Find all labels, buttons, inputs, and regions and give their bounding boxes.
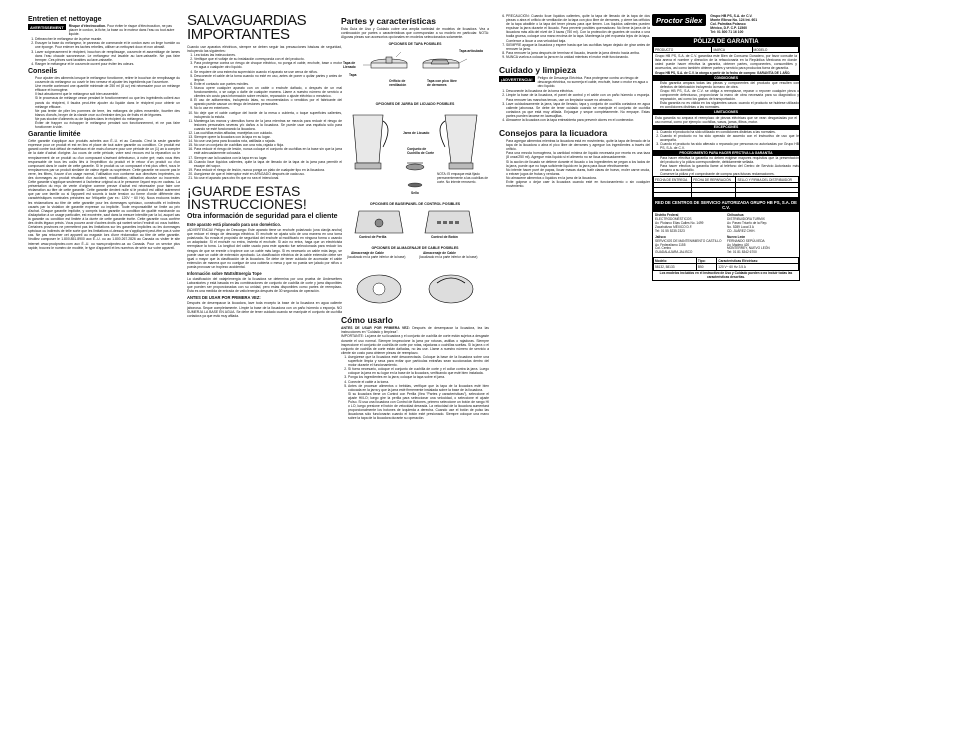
list-item: 17. Siempre use la licuadora con la tapa en su lugar. [194,156,342,160]
blender-tips-title: Consejos para la licuadora [499,128,608,139]
how-to-use-title: Cómo usarlo [341,315,393,326]
service-addresses [653,212,799,257]
list-item: 16. Para reducir el riesgo de lesión, nunca coloque el conjunto de cuchillas en la base sin que la jarra esté adecuadamente colocada. [194,147,342,155]
warning-badge: AVERTISSEMENT [30,24,64,30]
address-name: SERVICIOS DE MANTENIMIENTO CASTILLO [655,238,722,243]
list-item: 1. Cuando el producto ha sido utilizado en condiciones distintas a las normales. [660,130,799,134]
policy-text: Grupo HB PS, S.A. de C.V. garantiza este Bien de Consumo Duradero, por favor consulte la lista anexa el nombre y dirección de la refaccionaria en la República Mexicana en donde usted puede hacer efectiva la garantía, obtener partes, componentes, consumibles y accesorios, así como también obtener partes y servicio para productos fuera de garantía. [655,54,797,71]
jar-note: NOTA: El empaque está fijado permanentemente a las cuchillas de corte. No intente removerlo. [437,172,489,185]
address-line: Av. Plutarco Elías Calles No. 1499 [655,221,704,225]
base-label-buttons: Control de Botón [431,235,458,240]
limitations-text: Esta garantía no ampara el reemplazo de piezas eléctricas que se vean desgastadas por el uso normal, como por ejemplo: cuchillas, vasos, jarras, filtros, motor. [655,115,797,124]
lid-label-spout: Tapa con pico libre de derrames [427,79,457,88]
service-network-banner: RED DE CENTROS DE SERVICIO AUTORIZADA GRUPO HB PS, S.A. DE C.V. [653,198,799,212]
list-item: • Esta garantía ampara todas las piezas y componentes del producto que resulten con defectos de fabricación incluyendo la mano de obra. [660,81,799,89]
column-french-care [28,14,180,250]
address-line: Grupo HB PS, S.A. de C.V. [710,14,753,18]
list-item: 2. Cuando el producto no ha sido operado de acuerdo con el instructivo de uso que le acompaña. [660,134,799,142]
parts-title: Partes y características [341,16,436,26]
column-safeguards [187,14,342,318]
address-line: CD. JUÁREZ CHIH. [727,228,756,233]
list-item: • No almacene alimentos o líquidos en la jarra de la licuadora. [506,176,650,180]
care-title: Entretien et nettoyage [28,16,102,23]
jar-options-figure [341,107,489,199]
list-item: 7. Nunca opere cualquier aparato con un cable o enchufe dañado, o después de un mal funcionamiento, o se caiga o dañe de cualquier manera. Llame a nuestro número de servicio a clientes sin costo para información sobre revisión, reparación o ajuste eléctrico o mecánico. [194,86,342,98]
how-to-use-intro [341,326,489,334]
cord-label-2: Almacenaje de Cable [423,251,456,256]
list-item: • Evite golpear o dejar caer la licuadora cuando esté en funcionamiento o sin cualquier movimiento. [506,180,650,188]
address-city: Jalisco [655,234,666,239]
list-item: • Il faut absolument que le mélangeur soit bien assemblé. [35,92,180,96]
safeguards-list [187,53,342,180]
list-item: 3. Lave cuidadosamente la jarra, tapa de llenado, tapa y conjunto de cuchilla cortadora en agua caliente jabonosa. Se debe de tener cuidado cuando se manipule el conjunto de cuchilla cortadora ya que está muy afilada. Enjuague y seque completamente. No empape. Estas partes pueden lavarse en lavavajillas. [506,102,650,118]
how-to-use-tail: Si su licuadora tiene un Control con Perilla (Vea "Partes y características"), seleccione el ajuste HI/LO; luego gire la perilla para seleccionar una velocidad, o seleccione el ajuste Pulso. Si usa una licuadora con Control de Botones, primero seleccione un botón de rango HI o LO, luego presione el botón de velocidad deseada. La velocidad de la licuadora aumentará proporcionalmente los botones de izquierda a derecha. Cuando use el botón de pulso las licuadoras sólo funcionarán cuando el botón esté presionado. Siempre coloque una mano sobre la tapa de la licuadora durante su operación. [348,391,489,421]
list-item: • Para una mezcla homogénea, la cantidad mínima de líquido necesaria por receta es una taza (8 onza/250 ml). Agregue más líquido si el alimento no se licua adecuadamente. [506,151,650,159]
address-line: México, D.F. C.P. 11560 [710,26,747,30]
list-item: 1. Desconecte la licuadora de la toma eléctrica. [506,89,650,93]
cord-sub-2: (localizado en la parte inferior de la base) [419,255,478,260]
model-value-cell: 120 V~ 60 Hz 3.5 A [717,264,799,270]
address-name: DISTRIBUIDORA TURMIX [727,217,765,222]
list-item: 4. Se requiere de una estrecha supervisión cuando el aparato se use cerca de niños. [194,70,342,74]
list-item: 10. No deje que el cable cuelgue del borde de la mesa o cubierta, o toque superficies calientes, incluyendo la estufa. [194,111,342,119]
list-item: 3. Para protegerse contra un riesgo de choque eléctrico, no ponga el cable, enchufe, base o motor en agua o cualquier otro líquido. [194,61,342,69]
list-item: 6. PRECAUCIÓN: Cuando licue líquidos calientes, quite la tapa de llenado de la tapa de dos piezas o abra el orificio de ventilación de la tapa con pico libre de derrames, y cierre las orificios de la tapa abatible o la tapa del tener piezas para que tienen. Los líquidos calientes pueden expulsar la jarra durante el licuado. Para prevenir posibles quemaduras: No llene la jarra de la licuadora más allá del nivel de 3 tazas (750 ml). Con la protección de guantes de cocina o una toalla gruesa, coloque una mano encima de la tapa. Mantenga la piel expuesta lejos de la tapa. Comience a licuar a una velocidad baja. [506,14,650,43]
warning-body: Pour éviter le risque d'électrocution, ne pas placer le cordon, la fiche, la base ou le moteur dans l'eau ou tout autre liquide. [68,24,175,37]
record-header-cell: SELLO Y FIRMA DEL DISTRIBUIDOR [736,177,799,183]
first-use-text: Después de desempacar la licuadora, lave toda excepto la base de la licuadora en agua caliente jabonosa. Seque completamente. Limpie la base de la licuadora con un paño húmedo o esponja. NO SUMERJA LA BASE EN AGUA. Se debe de tener cuidado cuando se manipule el conjunto de cuchilla cortadora ya que está muy afilada. [187,301,342,318]
list-item: • Conserve la póliza y el comprobante de compra para futuras reclamaciones. [660,172,799,176]
list-item: 2. Limpie la base de la licuadora, el panel de control y el cable con un paño húmedo o esponja. Para remover las manchas tercas, use un limpiador suave no abrasivo. [506,93,650,101]
policy-header [652,14,800,34]
warranty-text: Cette garantie s'applique aux produits achetés aux É.-U. et au Canada. C'est la seule garantie expresse pour ce produit et est en lieu et place de tout autre garantie ou condition. Ce produit est garanti contre tout défaut de matériaux et de main-d'oeuvre pour une période de un (1) an à compter de la date d'achat d'origine. Au cours de cette période, votre seul recours est la réparation ou le remplacement de ce produit ou d'un composant s'avérant défectueux, à notre gré; mais vous êtes responsable de tous les coûts liés à l'expédition du produit et le retour d'un produit ou d'un composant dans le cadre de cette garantie. Si le produit ou un composant n'est plus offert, nous le remplacerons par un produit similaire de valeur égale ou supérieure. Cette garantie ne couvre pas le verre, les filtres, l'usure d'un usage normal, l'utilisation non conforme aux directives imprimées, ou des dommages au produit résultant d'un accident, modification, utilisation abusive ou incorrecte. Cette garantie s'applique seulement à l'acheteur original ou à le personne l'ayant reçu en cadeau. La présentation du reçu de vente d'origine comme preuve d'achat est nécessaire pour faire une réclamation au titre de cette garantie. Cette garantie devient nulle si le produit est utilisé autrement que par une famille ou si l'appareil est soumis à toute tension ou forme d'onde différente des caractéristiques nominales précisées sur l'étiquette (par ex.: 120V ~ 60 Hz). Nous excluons toutes les réclamations au titre de cette garantie pour les dommages spéciaux, consécutifs et indirects causés par la violation de garantie expresse ou implicite. Toute responsabilité se limite au prix d'achat. Chaque garantie implicite, y compris toute garantie ou condition de qualité marchande ou d'adaptation à un usage particulier, est exonérée, sauf dans la mesure interdite par la loi, auquel cas la garantie ou condition est limitée à la durée de cette garantie écrite. Cette garantie vous confère des droits légaux précis. Vous pouvez avoir d'autres droits qui varient selon l'endroit où vous habitez. Certaines provinces ne permettent pas les limitations sur les garanties implicites ou les dommages spéciaux ou indirects de telle sorte que les limitations ci-dessus ne s'appliquent peut-être pas à votre cas. Ne pas retourner cet appareil au magasin lors d'une réclamation au titre de cette garantie. Veuillez composer le 1.800.851.8900 aux É.-U. ou au 1.800.267.2826 au Canada ou visiter le site internet www.prodprotec.com aux É.-U. ou www.prodprotec.ca au Canada. Pour un service plus rapide, trouvez le numéro de modèle, le type d'appareil et les numéros de série sur votre appareil. [28,139,180,250]
model-value-cell: 58132, 58133 [654,264,697,270]
policy-title: PÓLIZA DE GARANTIA [653,38,799,46]
lid-label-fill: Tapa de Llenado [343,61,356,70]
model-note: Los modelos incluidos en el instructivo de Uso y Cuidado pueden o no incluir todas las características descritas. [659,270,793,279]
policy-box [652,37,800,281]
clean-steps [499,89,650,122]
list-item: • Si le processus de mélange cesse pendant le fonctionnement ou que les ingrédients collent aux parois du récipient, il faudra peut-être ajouter du liquide dans le récipient pour obtenir un mélange efficace. [35,96,180,108]
service-record-table [653,176,799,198]
list-item: 21. No use el aparato para otro fin que no sea el intencional. [194,176,342,180]
clean-warning-row [499,76,650,88]
jar-label-jar: Jarra de Licuado [403,131,430,136]
list-item: 18. Cuando licue líquidos calientes, quite la tapa de llenado de la tapa de la jarra para permitir el escape del vapor. [194,160,342,168]
list-item: 9. No lo use en exteriores. [194,106,342,110]
list-item: • Une recette contenant une quantité minimale de 250 ml (8 oz) est nécessaire pour un mélange efficace et homogène. [35,84,180,92]
lid-options-figure [341,47,489,99]
use-steps-continued [499,14,650,59]
record-cell[interactable] [654,193,692,198]
cord-options-figure [341,251,489,313]
list-item: 1. Débrancher le mélangeur de la prise murale. [35,37,180,41]
other-safety-subtitle: Este aparato está planeado para uso doméstico. [187,222,281,228]
care-steps [28,37,180,66]
safeguards-title: SALVAGUARDIAS IMPORTANTES [187,14,307,43]
list-item: 5. Desconecte el cable de la toma cuando no esté en uso, antes de poner o quitar partes y antes de limpiar. [194,74,342,82]
warning-row [28,24,180,36]
other-safety-text: ¡ADVERTENCIA! Peligro de Descarga: Este aparato tiene un enchufe polarizado (una clavija ancha) que reduce el riesgo de descarga eléctrica. El enchufe se ajusta sólo de una manera en una toma polarizada. No evada el propósito de seguridad del enchufe al modificarlo en ninguna forma o usando un adaptador. Si el enchufe no entra, invierta el enchufe. Si aún no entra, haga que un electricista reemplace la toma. La longitud del cable usado para este aparato fue seleccionada para reducir los riesgos de que se enrede o tropiece con un cable más largo. Si es necesario un cable más largo, se puede usar un cable de extensión aprobado. La clasificación eléctrica de la cable extensión debe ser igual o mayor que la clasificación de la licuadora. Se debe de tener cuidado de acomodar el cable extensión de manera que no cuelgue de una cubierta o mesa y que no pueda ser jalado por niños o pueda provocar un tropiezo accidental. [187,228,342,269]
exceptions-list [653,130,799,150]
lid-options-title: OPCIONES DE TAPA POSIBLES [388,42,442,47]
list-item: 8. El uso de aditamentos, incluyendo latas, no recomendados o vendidos por el fabricante del aparato puede causar un riesgo de lesiones personales. [194,98,342,106]
address-line: Av. Paseo Triunfo de la Rep. [727,221,768,225]
how-to-use-important: IMPORTANTE: La jarra de su licuadora y el conjunto de cuchilla de corte están sujetos a desgaste durante el uso normal. Siempre inspeccione la jarra por roturas, astillas o rajaduras. Siempre inspeccione el conjunto de cuchilla de corte por rotas, rajaduras o cuchillas sueltas. Si la jarra o el conjunto de cuchilla de corte están dañadas, no las use. Llame a nuestro número de servicio a cliente sin costo para obtener piezas de reemplazo. [341,334,489,355]
address-line: Tel: 01 800 71 16 100 [710,30,744,34]
how-to-use-subtitle: ANTES DE USAR POR PRIMERA VEZ: [341,326,410,331]
policy-duration: Grupo HB PS, S.A. de C.V. la otorga a partir de la fecha de compra: GARANTÍA DE 1 AÑO. [655,70,791,75]
list-item: 3. Ponga los ingredientes en la jarra; coloque la tapa sobre el jarra. [348,375,489,379]
address-name: FERNANDO SEPÚLVEDA [727,238,765,243]
model-header-cell: Tipo: [696,258,716,264]
address-line: Av. Madero 420 [727,242,750,247]
list-item: 2. Essuyer la base du mélangeur, le panneau de commande et le cordon avec un linge humide ou une éponge. Pour enlever les taches rebelles, utiliser un nettoyant doux et non abrasif. [35,41,180,49]
list-item: • Pour ajouter des aliments lorsque le mélangeur fonctionne, retirer le bouchon de remplissage du couvercle du mélangeur ou ouvrir le bec verseur et ajouter les ingrédients par l'ouverture. [35,76,180,84]
address-line: GUADALAJARA JALISCO [655,250,693,255]
list-item: 12. Las cuchillas están afiladas; manéjelas con cuidado. [194,131,342,135]
list-item: 14. No use una jarra para licuados rota, astillada o rajada. [194,139,342,143]
record-cell[interactable] [692,193,736,198]
address-line: Col. Palmitas Polanco [710,22,746,26]
list-item: 1. Lea todas las instrucciones. [194,53,342,57]
cord-sub-1: (localizado en la parte inferior de la base) [347,255,406,260]
cord-label-1: Almacenaje de Cable [351,251,384,256]
other-safety-title: Otra información de seguridad para el cliente [187,213,338,221]
model-header-cell: Modelo: [654,258,697,264]
record-header-cell: FECHA DE ENTREGA [654,177,692,183]
address-line: MONTERREY, NUEVO LEÓN [727,246,770,251]
list-item: 3. Cuando el producto ha sido alterado o reparado por personas no autorizadas por Grupo HB PS, S.A. de C.V. [660,142,799,150]
column-policy [652,14,800,281]
address-city: Distrito Federal [655,213,679,218]
how-to-use-steps [341,355,489,392]
address-line: Av. Federalismo 1155 [655,242,686,247]
list-item: • No intente hacer puré de papas, licuar masas duras, batir claras de huevo, moler carne cruda, o extraer jugos de frutas y verduras. [506,168,650,176]
conditions-list [653,81,799,110]
parts-intro: Esta Guía de Uso y Cuidado cubre una amplia variedad de modelos de licuadora. Vea a continuación por partes o características que correspondan a su modelo en particular. NOTA: Algunas piezas son accesorios opcionales en modelos seleccionados solamente. [341,27,489,40]
base-options-figure [341,207,489,243]
safeguards-intro: Cuando use aparatos eléctricos, siempre se deben seguir las precauciones básicas de seguridad, incluyendo las siguientes: [187,45,342,54]
care-cleaning-title: Cuidado y limpieza [499,65,576,76]
column-parts [341,14,489,420]
list-item: 9. NUNCA vuelva a colocar la jarra en la unidad mientras el motor esté funcionando. [506,55,650,59]
list-item: 20. Asegúrese de que el interruptor esté en APAGADO después de cada uso. [194,172,342,176]
list-item: • Éviter de frapper ou échapper le mélangeur pendant son fonctionnement, et ne pas faire fonctionner à vide. [35,121,180,129]
lid-label-hinged: Tapa articulada [459,49,483,54]
blender-tips-list [499,139,650,188]
tips-list [28,76,180,129]
address-line: Col. Centro [655,246,672,251]
policy-product-table [653,46,799,53]
list-item: 19. Para reducir el riesgo de lesión, nunca ponga un plato de cualquier tipo en la licuadora. [194,168,342,172]
service-procedure-title: PROCEDIMIENTO PARA HACER EFECTIVA LA GARANTÍA [653,150,799,155]
list-item: • Para agregar alimentos mientras la licuadora está en movimiento, quite la tapa de llenado de la tapa de la licuadora o abra el pico libre de derrames y agregue los ingredientes a través del orificio. [506,139,650,151]
list-item: 4. Almacene la licuadora con la tapa entreabierta para prevenir olores en el contenedor. [506,118,650,122]
address-line: Tel: 01 55 5235 2323 [655,228,685,233]
record-header-cell: FECHA DE REPARACIÓN [692,177,736,183]
tips-title: Conseils [28,67,58,75]
list-item: 3. Laver soigneusement le récipient, bouchon de remplissage, couvercle et assemblage de lames dans l'eau chaude savonneuse. Le mélangeur est lavable au lave-vaisselle. Ne pas faire tremper. Ces pièces sont lavables au lave-vaisselle. [35,50,180,62]
address-line: Zacahuitzco MÉXICO D.F. [655,224,693,229]
model-header-cell: Características Eléctricas: [717,258,799,264]
address-name: ELECTRODOMÉSTICOS [655,217,692,222]
save-instructions-title: ¡GUARDE ESTAS INSTRUCCIONES! [187,183,307,213]
list-item: 4. Conecte el cable a la toma. [348,380,489,384]
list-item: • Ne pas stocker d'aliments ou de liquides dans le récipient du mélangeur. [35,117,180,121]
address-city: Chihuahua [727,213,744,218]
watts-text: La clasificación del vataje/energía de la licuadora se determina por una prueba de Underwriters Laboratories y está basada en las combinaciones de conjunto de cuchilla de corte y jarra disponibles que pueden ser proporcionadas con su unidad, pero estas disponibles como partes de reemplazo. Esta es una medida de entrada de vatio/energía después de 30 segundos de operación. [187,277,342,294]
list-item: • Para hacer efectiva la garantía llame al teléfono del Centro de Servicio Autorizado más cercano a su domicilio. [660,164,799,172]
policy-header-cell: MARCA [712,47,752,53]
warranty-title: Garantie limitée [28,131,81,139]
address-line: No. 5289 Local 3 A [727,224,754,229]
list-item: 2. Verifique que el voltaje de su instalación corresponda con el del producto. [194,57,342,61]
list-item: 2. Si fuera necesario, coloque el conjunto de cuchilla de corte y el collar contra la jarra. Luego coloque la jarra en su lugar en la base de la licuadora, verificando que esté bien instalada. [348,367,489,375]
cord-options-title: OPCIONES DE ALMACENAJE DE CABLE POSIBLES [371,246,459,251]
service-address [655,236,725,256]
cord-storage-icon [341,265,489,311]
jar-options-title: OPCIONES DE JARRA DE LICUADO POSIBLES [375,102,455,107]
policy-header-cell: MODELO [752,47,798,53]
service-address [655,214,725,234]
address-line: Monte Elbruz No. 124 Int. 601 [710,18,758,22]
address-city: Nuevo León [727,234,746,239]
limitations-title: LIMITACIONES [653,109,799,114]
list-item: 7. SIEMPRE apague la licuadora y espere hasta que las cuchillas hayan dejado de girar antes de remover la jarra. [506,43,650,51]
list-item: • Grupo HB PS, S.A. de C.V. se obliga a reemplazar, reparar o reponer cualquier pieza o componente defectuoso, proporcionar la mano de obra necesaria para su diagnóstico y reparación, así como los gastos de transportación. [660,89,799,101]
jar-label-blade: Conjunto de Cuchilla de Corte [407,147,435,156]
service-address [727,236,797,256]
base-label-knob: Control de Perilla [359,235,387,240]
address-line: Tel: 01 81 8342 6700 [727,250,757,255]
warning-text [69,24,180,36]
jar-label-seal: Sello [411,191,419,196]
warning-title: Risque d'électrocution. [68,24,107,28]
list-item: 4. Ranger le mélangeur et le couvercle ouvert pour éviter les odeurs. [35,62,180,66]
model-table [653,257,799,270]
lid-label-vent: Orificio de ventilación [389,79,407,88]
exceptions-title: EXCEPCIONES [653,125,799,130]
base-options-title: OPCIONES DE BASE/PANEL DE CONTROL POSIBLES [369,202,461,207]
model-value-cell: B50 [696,264,716,270]
list-item: 1. Asegúrese que la licuadora esté desconectada. Coloque la base de la licuadora sobre una superficie limpia y seca para evitar que partículas extrañas sean succionadas dentro del motor durante el funcionamiento. [348,355,489,367]
conditions-title: CONDICIONES [653,75,799,80]
how-to-use-intro-text: Después de desempacar la licuadora, lea las instrucciones en "Cuidado y limpieza". [341,326,489,335]
record-cell[interactable] [736,193,799,198]
list-item: 15. No use un conjunto de cuchillas con una rota, rajada o floja. [194,143,342,147]
clean-warning-badge: ¡ADVERTENCIA! [501,76,533,82]
company-address [710,14,757,34]
list-item: • Esta garantía no es válida en los siguientes casos: cuando el producto se hubiese utilizado en condiciones distintas a las normales. [660,101,799,109]
list-item: 11. Mantenga las manos y utensilios fuera de la jarra mientras se mezcla para reducir el riesgo de lesiones personales severas y/o daños a la licuadora. Se puede usar una espátula sólo para cuando se esté funcionando la licuadora. [194,119,342,131]
brand-logo: Proctor Silex [652,14,706,26]
list-item: 5. Antes de procesar alimentos o bebidas, verifique que la tapa de la licuadora esté bien colocada en la jarra y que la jarra esté firmemente instalada sobre la base de la licuadora. [348,384,489,392]
list-item: • Si la acción de licuado se detiene durante el licuado o los ingredientes se pegan a los lados de la jarra, puede que no haya suficiente líquido en la jarra para licuar efectivamente. [506,160,650,168]
list-item: 13. Siempre opere la licuadora con la tapa en su lugar. [194,135,342,139]
list-item: 6. Evite el contacto con partes móviles. [194,82,342,86]
clean-warning-text: Peligro de Descarga Eléctrica. Para protegerse contra un riesgo de descarga eléctrica, no sumerja el cable, enchufe, base o motor en agua u otro líquido. [537,76,649,89]
first-use-title: ANTES DE USAR POR PRIMERA VEZ: [187,295,261,301]
lid-icon [341,47,489,99]
column-care [499,14,650,188]
lid-label-lid: Tapa [349,73,357,78]
list-item: • Ne pas tenter de piler les pommes de terre, les mélanges de pâtes ensemble, fouetter des blancs d'oeufs, broyer de la viande crue ou d'extraire des jus de fruits et de légumes. [35,109,180,117]
policy-header-cell: PRODUCTO [654,47,712,53]
list-item: • Para hacer efectiva la garantía no deben exigirse mayores requisitos que la presentación del producto y la póliza correspondiente, debidamente sellada. [660,156,799,164]
watts-title: Información sobre Watts/Energía Tope [187,271,262,277]
list-item: 8. Para remover la jarra después de terminar el licuado, levante la jarra directo hacia arriba. [506,51,650,55]
service-address [727,214,797,234]
service-procedure-list [653,156,799,176]
